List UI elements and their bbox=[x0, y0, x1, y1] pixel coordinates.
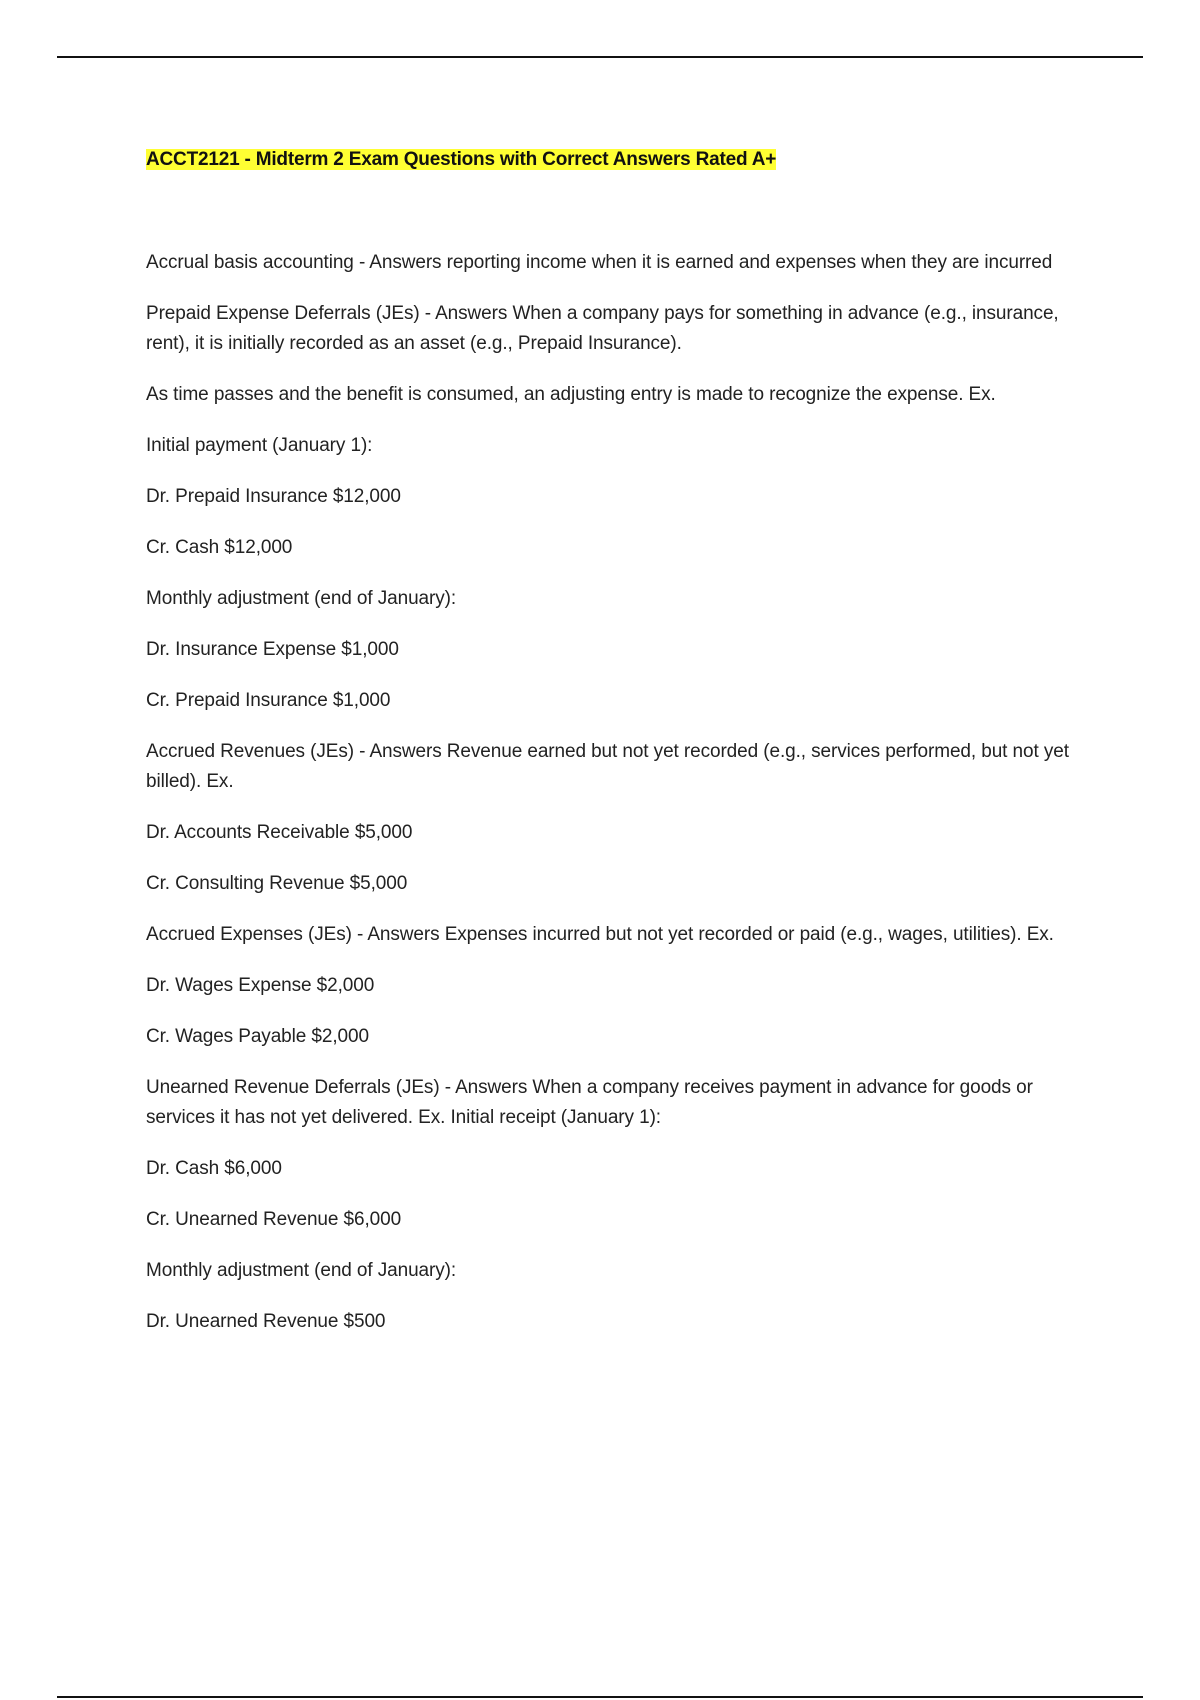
paragraph-monthly-adjustment: Monthly adjustment (end of January): bbox=[146, 588, 457, 609]
paragraph-monthly-adjustment-2: Monthly adjustment (end of January): bbox=[146, 1260, 457, 1281]
entry-dr-wages-expense: Dr. Wages Expense $2,000 bbox=[146, 975, 375, 996]
entry-dr-prepaid-insurance: Dr. Prepaid Insurance $12,000 bbox=[146, 486, 401, 507]
paragraph-accrued-expenses: Accrued Expenses (JEs) - Answers Expenses incurred but not yet recorded or paid (e.g., wages, utilities). Ex. bbox=[146, 924, 1054, 945]
paragraph-unearned-revenue: Unearned Revenue Deferrals (JEs) - Answers When a company receives payment in advance for goods or services it has not yet delivered. Ex. Initial receipt (January 1): bbox=[146, 1077, 1033, 1128]
paragraph-initial-payment: Initial payment (January 1): bbox=[146, 435, 373, 456]
entry-cr-prepaid-insurance: Cr. Prepaid Insurance $1,000 bbox=[146, 690, 391, 711]
entry-dr-cash: Dr. Cash $6,000 bbox=[146, 1158, 282, 1179]
paragraph-accrued-revenues: Accrued Revenues (JEs) - Answers Revenue earned but not yet recorded (e.g., services performed, but not yet billed). Ex. bbox=[146, 741, 1069, 792]
entry-dr-accounts-receivable: Dr. Accounts Receivable $5,000 bbox=[146, 822, 413, 843]
entry-dr-insurance-expense: Dr. Insurance Expense $1,000 bbox=[146, 639, 399, 660]
paragraph-prepaid-expense: Prepaid Expense Deferrals (JEs) - Answers When a company pays for something in advance (e.g., insurance, rent), it is initially recorded as an asset (e.g., Prepaid Insurance). bbox=[146, 303, 1059, 354]
paragraph-time-passes: As time passes and the benefit is consumed, an adjusting entry is made to recognize the expense. Ex. bbox=[146, 384, 996, 405]
entry-cr-wages-payable: Cr. Wages Payable $2,000 bbox=[146, 1026, 369, 1047]
bottom-divider bbox=[57, 1696, 1143, 1698]
entry-cr-consulting-revenue: Cr. Consulting Revenue $5,000 bbox=[146, 873, 408, 894]
title-block bbox=[146, 146, 1096, 174]
entry-cr-cash: Cr. Cash $12,000 bbox=[146, 537, 293, 558]
document-body bbox=[146, 146, 1096, 1358]
entry-cr-unearned-revenue: Cr. Unearned Revenue $6,000 bbox=[146, 1209, 402, 1230]
paragraph-accrual-basis: Accrual basis accounting - Answers reporting income when it is earned and expenses when they are incurred bbox=[146, 252, 1053, 273]
entry-dr-unearned-revenue: Dr. Unearned Revenue $500 bbox=[146, 1311, 386, 1332]
top-divider bbox=[57, 56, 1143, 58]
document-title: ACCT2121 - Midterm 2 Exam Questions with Correct Answers Rated A+ bbox=[146, 149, 777, 170]
